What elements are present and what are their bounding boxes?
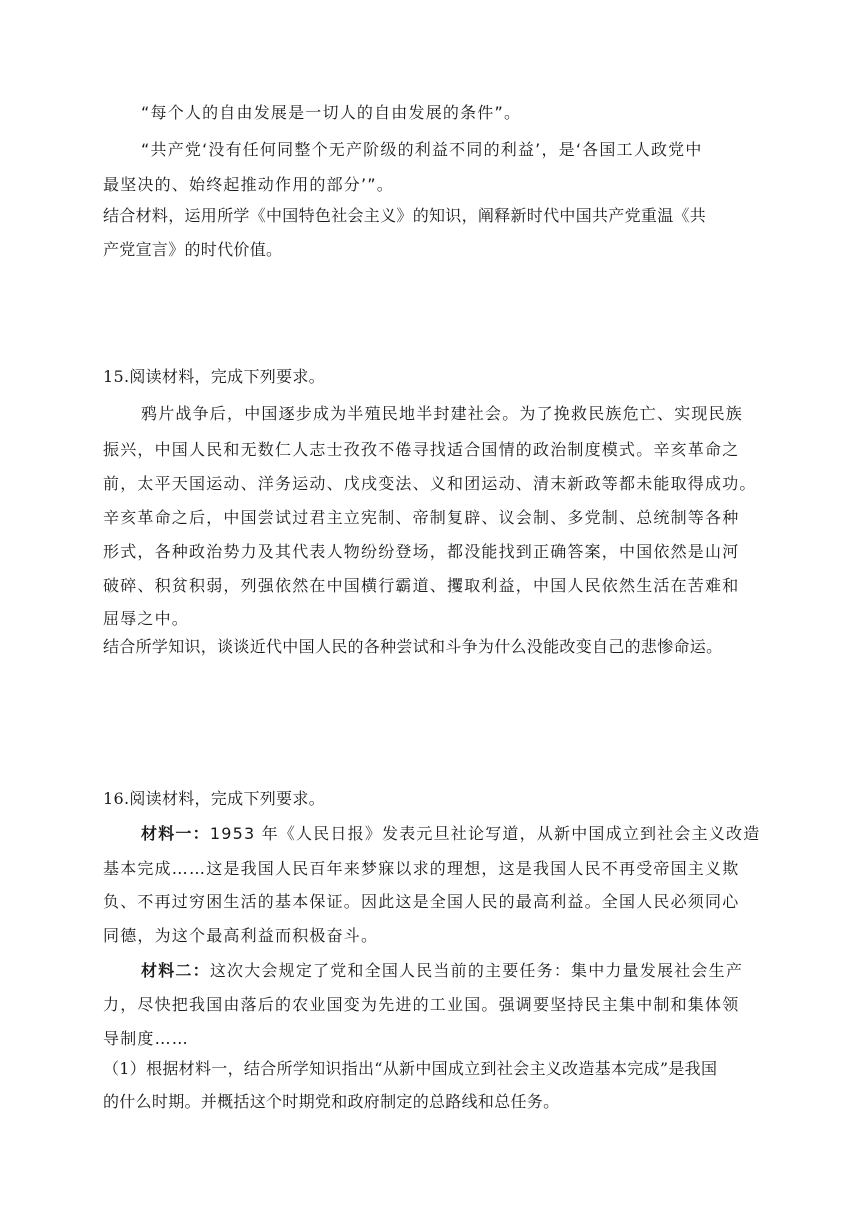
material-text: 这次大会规定了党和全国人民当前的主要任务：集中力量发展社会生产 [209,961,744,980]
material-line: 力，尽快把我国由落后的农业国变为先进的工业国。强调要坚持民主集中制和集体领 [103,995,740,1014]
quote-line: “共产党‘没有任何同整个无产阶级的利益不同的利益’，是‘各国工人政党中 [141,140,703,159]
task-line: 产党宣言》的时代价值。 [103,240,283,259]
material-line: 基本完成……这是我国人民百年来梦寐以求的理想，这是我国人民不再受帝国主义欺 [103,859,740,878]
subquestion-line: （1）根据材料一，结合所学知识指出“从新中国成立到社会主义改造基本完成”是我国 [103,1059,718,1078]
quote-line: “每个人的自由发展是一切人的自由发展的条件”。 [141,103,522,122]
task-line: 结合材料，运用所学《中国特色社会主义》的知识，阐释新时代中国共产党重温《共 [103,206,707,225]
quote-line: 最坚决的、始终起推动作用的部分’”。 [103,175,394,194]
question-heading: 15.阅读材料，完成下列要求。 [103,367,325,386]
material-line: 导制度…… [103,1029,190,1048]
material-line [141,960,743,982]
task-line: 结合所学知识，谈谈近代中国人民的各种尝试和斗争为什么没能改变自己的悲惨命运。 [103,637,723,656]
subquestion-line: 的什么时期。并概括这个时期党和政府制定的总路线和总任务。 [103,1092,560,1111]
material-label: 材料二： [141,961,210,980]
material-line: 振兴，中国人民和无数仁人志士孜孜不倦寻找适合国情的政治制度模式。辛亥革命之 [103,440,740,459]
material-line: 破碎、积贫积弱，列强依然在中国横行霸道、攫取利益，中国人民依然生活在苦难和 [103,576,740,595]
material-line: 屈辱之中。 [103,609,190,628]
material-line [141,823,760,845]
material-label: 材料一： [141,824,210,843]
material-line: 鸦片战争后，中国逐步成为半殖民地半封建社会。为了挽救民族危亡、实现民族 [141,404,744,423]
material-line: 同德，为这个最高利益而积极奋斗。 [103,926,379,945]
material-line: 前，太平天国运动、洋务运动、戊戌变法、义和团运动、清末新政等都未能取得成功。 [103,474,757,493]
material-line: 负、不再过穷困生活的基本保证。因此这是全国人民的最高利益。全国人民必须同心 [103,892,740,911]
material-line: 辛亥革命之后，中国尝试过君主立宪制、帝制复辟、议会制、多党制、总统制等各种 [103,508,740,527]
question-heading: 16.阅读材料，完成下列要求。 [103,789,325,808]
material-line: 形式，各种政治势力及其代表人物纷纷登场，都没能找到正确答案，中国依然是山河 [103,542,740,561]
material-text: 1953 年《人民日报》发表元旦社论写道，从新中国成立到社会主义改造 [209,824,761,843]
